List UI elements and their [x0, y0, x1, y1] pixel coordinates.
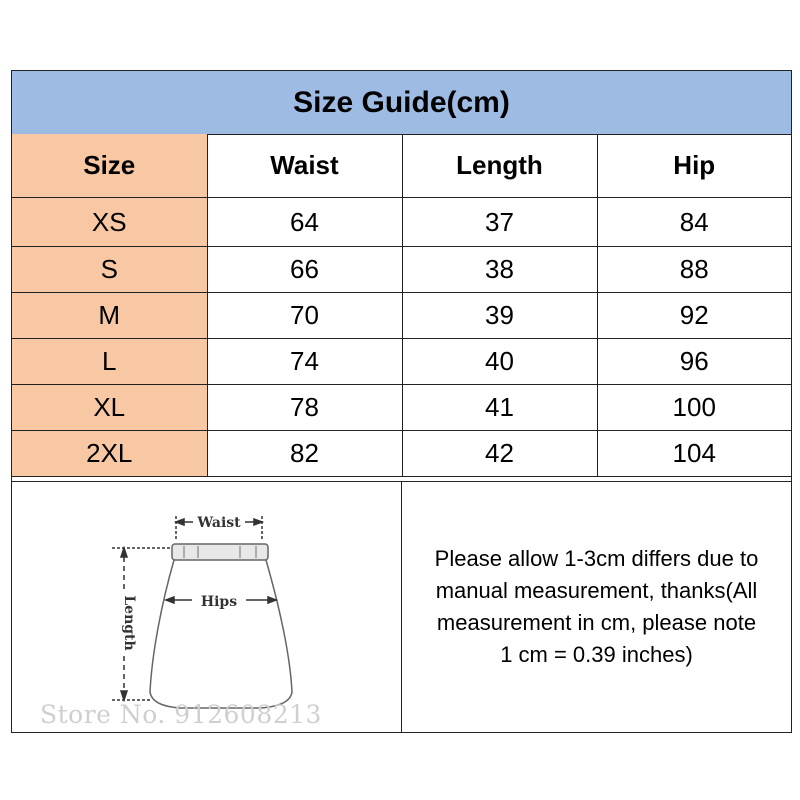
note-line: measurement in cm, please note — [436, 610, 757, 635]
table-row — [12, 431, 791, 477]
hip-cell: 92 — [597, 293, 791, 339]
hip-cell: 104 — [597, 431, 791, 477]
waist-label: Waist — [197, 515, 241, 531]
size-cell: M — [12, 293, 207, 339]
header-row — [12, 134, 791, 198]
skirt-diagram-cell — [12, 482, 402, 732]
header-size: Size — [12, 134, 207, 198]
note-line: manual measurement, thanks(All — [435, 578, 758, 603]
skirt-diagram — [12, 482, 400, 731]
table-row — [12, 293, 791, 339]
table-row — [12, 247, 791, 293]
hips-label: Hips — [200, 594, 238, 610]
length-cell: 42 — [402, 431, 597, 477]
hip-cell: 84 — [597, 198, 791, 247]
size-cell: 2XL — [12, 431, 207, 477]
length-cell: 37 — [402, 198, 597, 247]
length-label: Length — [121, 595, 137, 651]
note-line: 1 cm = 0.39 inches) — [500, 642, 693, 667]
table-row — [12, 339, 791, 385]
hip-cell: 88 — [597, 247, 791, 293]
note-cell — [402, 482, 791, 732]
waist-cell: 70 — [207, 293, 402, 339]
waist-cell: 74 — [207, 339, 402, 385]
header-waist: Waist — [207, 134, 402, 198]
waist-cell: 78 — [207, 385, 402, 431]
size-guide-title: Size Guide(cm) — [12, 71, 791, 135]
waist-cell: 64 — [207, 198, 402, 247]
length-cell: 38 — [402, 247, 597, 293]
size-cell: L — [12, 339, 207, 385]
header-hip: Hip — [597, 134, 791, 198]
size-cell: XL — [12, 385, 207, 431]
table-row — [12, 198, 791, 247]
waist-cell: 66 — [207, 247, 402, 293]
size-table — [12, 134, 791, 477]
length-cell: 39 — [402, 293, 597, 339]
measurement-note — [407, 543, 787, 671]
length-cell: 41 — [402, 385, 597, 431]
hip-cell: 96 — [597, 339, 791, 385]
hip-cell: 100 — [597, 385, 791, 431]
size-cell: S — [12, 247, 207, 293]
waist-cell: 82 — [207, 431, 402, 477]
header-length: Length — [402, 134, 597, 198]
size-cell: XS — [12, 198, 207, 247]
skirt-outline — [150, 544, 292, 708]
table-row — [12, 385, 791, 431]
store-watermark: Store No. 912608213 — [40, 700, 322, 729]
length-cell: 40 — [402, 339, 597, 385]
lower-section — [12, 481, 791, 732]
note-line: Please allow 1-3cm differs due to — [434, 546, 759, 571]
size-guide-table — [11, 70, 792, 733]
